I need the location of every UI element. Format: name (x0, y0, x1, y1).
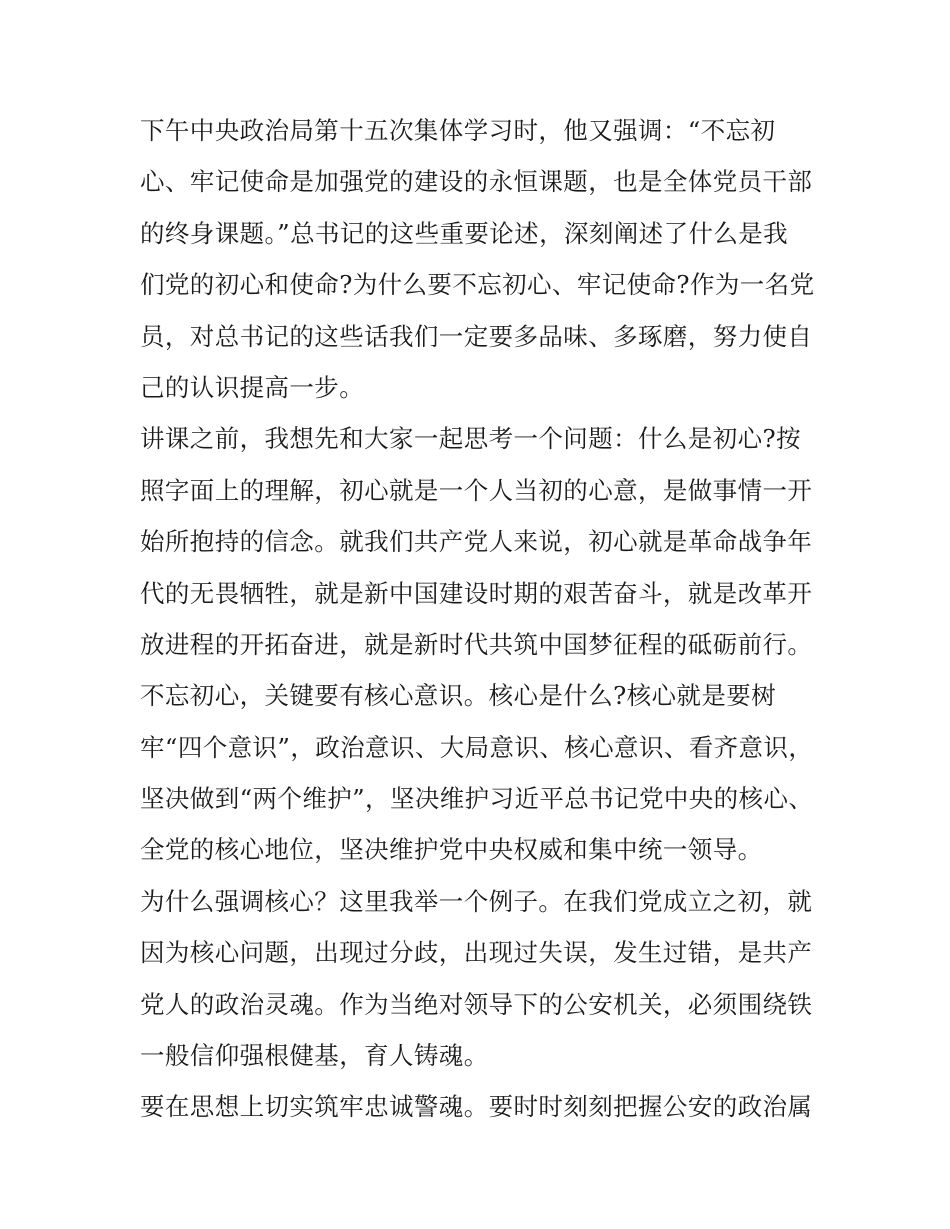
text-line: 一般信仰强根健基，育人铸魂。 (140, 1041, 489, 1071)
text-line: 要在思想上切实筑牢忠诚警魂。要时时刻刻把握公安的政治属 (140, 1092, 813, 1122)
text-line: 心、牢记使命是加强党的建设的永恒课题，也是全体党员干部 (140, 167, 813, 197)
text-line: 代的无畏牺牲，就是新中国建设时期的艰苦奋斗，就是改革开 (140, 578, 813, 608)
text-line: 己的认识提高一步。 (140, 372, 365, 402)
text-line: 党人的政治灵魂。作为当绝对领导下的公安机关，必须围绕铁 (140, 989, 813, 1019)
text-line: 牢“四个意识”，政治意识、大局意识、核心意识、看齐意识， (140, 732, 814, 762)
text-line: 坚决做到“两个维护”，坚决维护习近平总书记党中央的核心、 (140, 784, 814, 814)
text-line: 放进程的开拓奋进，就是新时代共筑中国梦征程的砥砺前行。 (140, 629, 813, 659)
text-line: 不忘初心，关键要有核心意识。核心是什么?核心就是要树 (140, 681, 777, 711)
text-line: 因为核心问题，出现过分歧，出现过失误，发生过错，是共产 (140, 938, 813, 968)
text-line: 讲课之前，我想先和大家一起思考一个问题：什么是初心?按 (140, 424, 801, 454)
text-line: 们党的初心和使命?为什么要不忘初心、牢记使命?作为一名党 (140, 270, 815, 300)
text-line: 的终身课题。”总书记的这些重要论述，深刻阐述了什么是我 (140, 218, 789, 248)
document-body (140, 105, 820, 1133)
text-line: 员，对总书记的这些话我们一定要多品味、多琢磨，努力使自 (140, 321, 813, 351)
text-line: 始所抱持的信念。就我们共产党人来说，初心就是革命战争年 (140, 527, 813, 557)
text-line: 照字面上的理解，初心就是一个人当初的心意，是做事情一开 (140, 475, 813, 505)
text-line: 为什么强调核心？这里我举一个例子。在我们党成立之初，就 (140, 886, 813, 916)
text-line: 下午中央政治局第十五次集体学习时，他又强调：“不忘初 (140, 116, 776, 145)
text-line: 全党的核心地位，坚决维护党中央权威和集中统一领导。 (140, 835, 763, 865)
